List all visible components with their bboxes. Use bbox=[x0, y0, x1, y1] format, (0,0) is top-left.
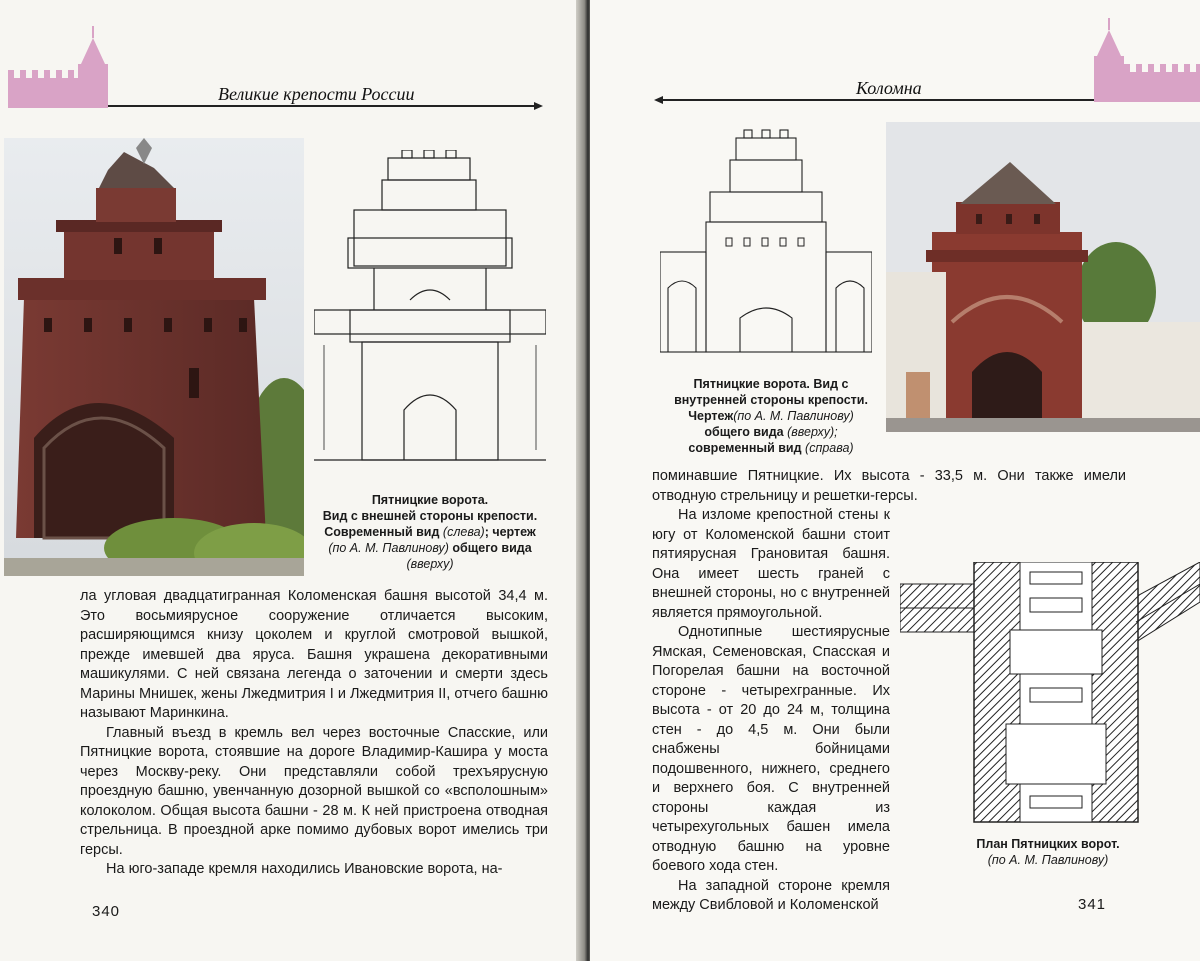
right-body-text-top bbox=[652, 467, 1126, 506]
gate-drawing-outside bbox=[314, 150, 546, 465]
gate-plan-drawing bbox=[900, 562, 1200, 824]
caption-line: внутренней стороны крепости. bbox=[674, 393, 868, 407]
caption-line: Пятницкие ворота. bbox=[371, 493, 489, 507]
gate-drawing-inside bbox=[660, 128, 872, 354]
caption-bold: общего вида bbox=[452, 541, 532, 555]
caption-italic: (справа) bbox=[805, 441, 854, 455]
caption-bold: Современный вид bbox=[324, 525, 440, 539]
right-page bbox=[590, 0, 1200, 961]
paragraph: На западной стороне кремля между Свибловой и Коломенской bbox=[652, 877, 890, 913]
header-wall-ornament bbox=[8, 78, 78, 108]
page-number: 341 bbox=[1078, 896, 1107, 913]
paragraph: Однотипные шестиярусные Ямская, Семеновская, Спасская и Погорелая башни на восточной стороне - четырехгранные. Их высота - от 20 до 24 м, толщина стен - до 4,5 м. Они были снабжены бойницами подошвенного, нижнего, среднего и верхнего боя. С внутренней стороны каждая из четырехугольных башен имела отводную башню на уровне боевого хода стен. bbox=[652, 624, 890, 874]
caption-line: Вид с внешней стороны крепости. bbox=[322, 509, 538, 523]
page-number: 340 bbox=[92, 903, 121, 920]
header-arrow-icon bbox=[534, 102, 543, 110]
paragraph: Главный въезд в кремль вел через восточные Спасские, или Пятницкие ворота, стоявшие на дороге Владимир-Кашира у моста через Москву-реку. Они представляли собой трехъярусную проездную башню, увенчанную дозорной вышкой со «всполошным» колоколом. Общая высота башни - 28 м. К ней пристроена отводная стрельница. В проездной арке помимо дубовых ворот имелись три герсы. bbox=[80, 724, 548, 858]
gate-caption-inside bbox=[664, 376, 878, 456]
caption-bold: Чертеж bbox=[688, 409, 734, 423]
header-rule bbox=[108, 105, 536, 107]
caption-italic: (вверху); bbox=[787, 425, 838, 439]
left-body-text bbox=[80, 587, 548, 880]
caption-line: План Пятницких ворот. bbox=[976, 837, 1120, 851]
running-header-title: Великие крепости России bbox=[218, 84, 415, 104]
plan-caption bbox=[924, 836, 1172, 868]
gate-caption-outside bbox=[310, 492, 550, 572]
caption-bold: ; чертеж bbox=[484, 525, 536, 539]
paragraph: На юго-западе кремля находились Ивановские ворота, на- bbox=[106, 861, 503, 877]
paragraph: На изломе крепостной стены к югу от Коломенской башни стоит пятиярусная Грановитая башня. Она имеет шесть граней с внешней стороны, но с внутренней является прямоугольной. bbox=[652, 507, 890, 621]
left-page bbox=[0, 0, 584, 961]
caption-italic: (по А. М. Павлинову) bbox=[328, 541, 449, 555]
caption-italic: (вверху) bbox=[406, 557, 454, 571]
caption-italic: (по А. М. Павлинову) bbox=[733, 409, 854, 423]
header-wall-ornament bbox=[1124, 72, 1200, 102]
header-tower-ornament bbox=[78, 64, 108, 108]
caption-line: Пятницкие ворота. Вид с bbox=[693, 377, 849, 391]
header-rule bbox=[662, 99, 1094, 101]
caption-bold: общего вида bbox=[704, 425, 784, 439]
caption-italic: (по А. М. Павлинову) bbox=[987, 853, 1109, 867]
gate-photo-inside bbox=[886, 122, 1200, 432]
caption-bold: современный вид bbox=[688, 441, 802, 455]
caption-italic: (слева) bbox=[442, 525, 485, 539]
paragraph: ла угловая двадцатигранная Коломенская башня высотой 34,4 м. Это восьмиярусное сооружение отличается высоким, расширяющимся книзу цоколем и круглой смотровой вышкой, прежде имевшей два яруса. Башня украшена декоративными машикулями. С ней связана легенда о заточении и смерти здесь Марины Мнишек, жены Лжедмитрия I и Лжедмитрия II, отчего башню называют Маринкина. bbox=[80, 588, 548, 721]
tower-photo-outside bbox=[4, 138, 304, 576]
right-body-text-narrow bbox=[652, 506, 890, 916]
running-header-title: Коломна bbox=[856, 78, 922, 98]
header-tower-ornament bbox=[1094, 56, 1124, 102]
paragraph: поминавшие Пятницкие. Их высота - 33,5 м. Они также имели отводную стрельницу и решетки-герсы. bbox=[652, 468, 1126, 504]
